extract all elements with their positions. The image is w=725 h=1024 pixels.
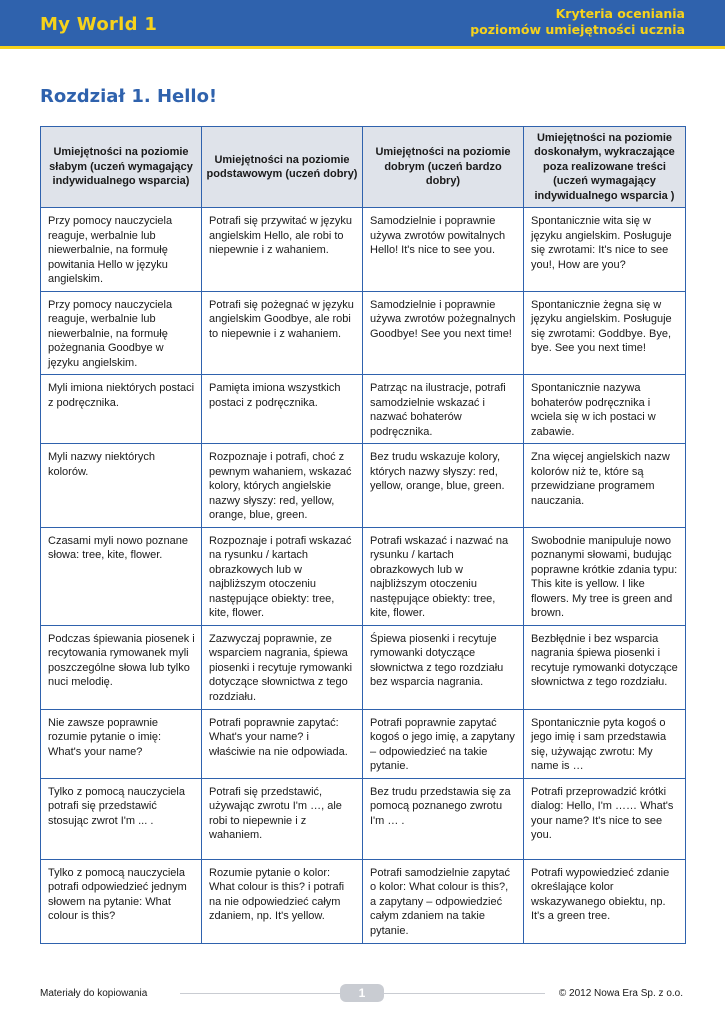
- table-cell: Tylko z pomocą nauczyciela potrafi się przedstawić stosując zwrot I'm ... .: [41, 778, 202, 859]
- table-row: [41, 778, 686, 859]
- table-cell: Potrafi przeprowadzić krótki dialog: Hello, I'm …… What's your name? It's nice to see you.: [524, 778, 686, 859]
- table-row: [41, 527, 686, 625]
- footer-left-text: Materiały do kopiowania: [40, 988, 148, 999]
- table-row: [41, 444, 686, 528]
- table-cell: Bezbłędnie i bez wsparcia nagrania śpiewa piosenki i recytuje rymowanki dotyczące słownictwa z tego rozdziału.: [524, 625, 686, 709]
- table-cell: Samodzielnie i poprawnie używa zwrotów pożegnalnych Goodbye! See you next time!: [363, 291, 524, 375]
- table-cell: Potrafi poprawnie zapytać kogoś o jego imię, a zapytany – odpowiedzieć na takie pytanie.: [363, 709, 524, 778]
- table-cell: Potrafi wskazać i nazwać na rysunku / kartach obrazkowych lub w najbliższym otoczeniu następujące obiekty: tree, kite, flower.: [363, 527, 524, 625]
- table-cell: Swobodnie manipuluje nowo poznanymi słowami, budując poprawne krótkie zdania typu: This kite is yellow. I like flowers. My tree is green and brown.: [524, 527, 686, 625]
- table-cell: Śpiewa piosenki i recytuje rymowanki dotyczące słownictwa z tego rozdziału bez wsparcia nagrania.: [363, 625, 524, 709]
- table-row: [41, 208, 686, 292]
- table-row: [41, 625, 686, 709]
- table-cell: Spontanicznie nazywa bohaterów podręcznika i wciela się w ich postaci w zabawie.: [524, 375, 686, 444]
- table-cell: Potrafi wypowiedzieć zdanie określające kolor wskazywanego obiektu, np. It's a green tree.: [524, 859, 686, 943]
- chapter-title: Rozdział 1. Hello!: [40, 86, 218, 107]
- table-cell: Rozpoznaje i potrafi wskazać na rysunku / kartach obrazkowych lub w najbliższym otoczeniu następujące obiekty: tree, kite, flower.: [202, 527, 363, 625]
- table-cell: Rozumie pytanie o kolor: What colour is this? i potrafi na nie odpowiedzieć całym zdaniem, np. It's yellow.: [202, 859, 363, 943]
- table-cell: Pamięta imiona wszystkich postaci z podręcznika.: [202, 375, 363, 444]
- header-cell: Umiejętności na poziomie dobrym (uczeń bardzo dobry): [363, 127, 524, 208]
- table-cell: Tylko z pomocą nauczyciela potrafi odpowiedzieć jednym słowem na pytanie: What colour is this?: [41, 859, 202, 943]
- table-cell: Przy pomocy nauczyciela reaguje, werbalnie lub niewerbalnie, na formułę powitania Hello w języku angielskim.: [41, 208, 202, 292]
- table-cell: Myli nazwy niektórych kolorów.: [41, 444, 202, 528]
- header-cell: Umiejętności na poziomie podstawowym (uczeń dobry): [202, 127, 363, 208]
- table-row: [41, 859, 686, 943]
- table-cell: Podczas śpiewania piosenek i recytowania rymowanek myli poszczególne słowa lub tylko nuci melodię.: [41, 625, 202, 709]
- table-cell: Spontanicznie wita się w języku angielskim. Posługuje się zwrotami: It's nice to see you!, How are you?: [524, 208, 686, 292]
- table-cell: Przy pomocy nauczyciela reaguje, werbalnie lub niewerbalnie, na formułę pożegnania Goodbye w języku angielskim.: [41, 291, 202, 375]
- table-row: [41, 291, 686, 375]
- table-header-row: [41, 127, 686, 208]
- header-bar: [0, 0, 725, 49]
- table-cell: Nie zawsze poprawnie rozumie pytanie o imię: What's your name?: [41, 709, 202, 778]
- table-cell: Potrafi się przedstawić, używając zwrotu I'm …, ale robi to niepewnie i z wahaniem.: [202, 778, 363, 859]
- footer-copyright: © 2012 Nowa Era Sp. z o.o.: [558, 988, 683, 999]
- table-cell: Potrafi się pożegnać w języku angielskim Goodbye, ale robi to niepewnie i z wahaniem.: [202, 291, 363, 375]
- series-title: My World 1: [40, 14, 158, 35]
- table-cell: Bez trudu przedstawia się za pomocą poznanego zwrotu I'm … .: [363, 778, 524, 859]
- table-cell: Patrząc na ilustracje, potrafi samodzielnie wskazać i nazwać bohaterów podręcznika.: [363, 375, 524, 444]
- table-cell: Potrafi samodzielnie zapytać o kolor: What colour is this?, a zapytany – odpowiedzieć całym zdaniem na takie pytanie.: [363, 859, 524, 943]
- page-number: 1: [340, 984, 384, 1002]
- table-cell: Samodzielnie i poprawnie używa zwrotów powitalnych Hello! It's nice to see you.: [363, 208, 524, 292]
- table-row: [41, 375, 686, 444]
- table-cell: Czasami myli nowo poznane słowa: tree, kite, flower.: [41, 527, 202, 625]
- header-cell: Umiejętności na poziomie doskonałym, wykraczające poza realizowane treści (uczeń wymagający indywidualnego wsparcia ): [524, 127, 686, 208]
- criteria-table: [40, 126, 686, 944]
- criteria-title: [470, 6, 685, 38]
- header-cell: Umiejętności na poziomie słabym (uczeń wymagający indywidualnego wsparcia): [41, 127, 202, 208]
- table-cell: Potrafi poprawnie zapytać: What's your name? i właściwie na nie odpowiada.: [202, 709, 363, 778]
- table-cell: Potrafi się przywitać w języku angielskim Hello, ale robi to niepewnie i z wahaniem.: [202, 208, 363, 292]
- criteria-line-2: poziomów umiejętności ucznia: [470, 22, 685, 37]
- table-cell: Spontanicznie pyta kogoś o jego imię i sam przedstawia się, używając zwrotu: My name is …: [524, 709, 686, 778]
- table-cell: Myli imiona niektórych postaci z podręcznika.: [41, 375, 202, 444]
- table-cell: Zna więcej angielskich nazw kolorów niż te, które są przewidziane programem nauczania.: [524, 444, 686, 528]
- table-cell: Zazwyczaj poprawnie, ze wsparciem nagrania, śpiewa piosenki i recytuje rymowanki dotyczące słownictwa z tego rozdziału.: [202, 625, 363, 709]
- criteria-line-1: Kryteria oceniania: [555, 6, 685, 21]
- table-cell: Bez trudu wskazuje kolory, których nazwy słyszy: red, yellow, orange, blue, green.: [363, 444, 524, 528]
- table-cell: Spontanicznie żegna się w języku angielskim. Posługuje się zwrotami: Goddbye. Bye, bye. See you next time!: [524, 291, 686, 375]
- table-cell: Rozpoznaje i potrafi, choć z pewnym wahaniem, wskazać kolory, których angielskie nazwy słyszy: red, yellow, orange, blue, green.: [202, 444, 363, 528]
- table-row: [41, 709, 686, 778]
